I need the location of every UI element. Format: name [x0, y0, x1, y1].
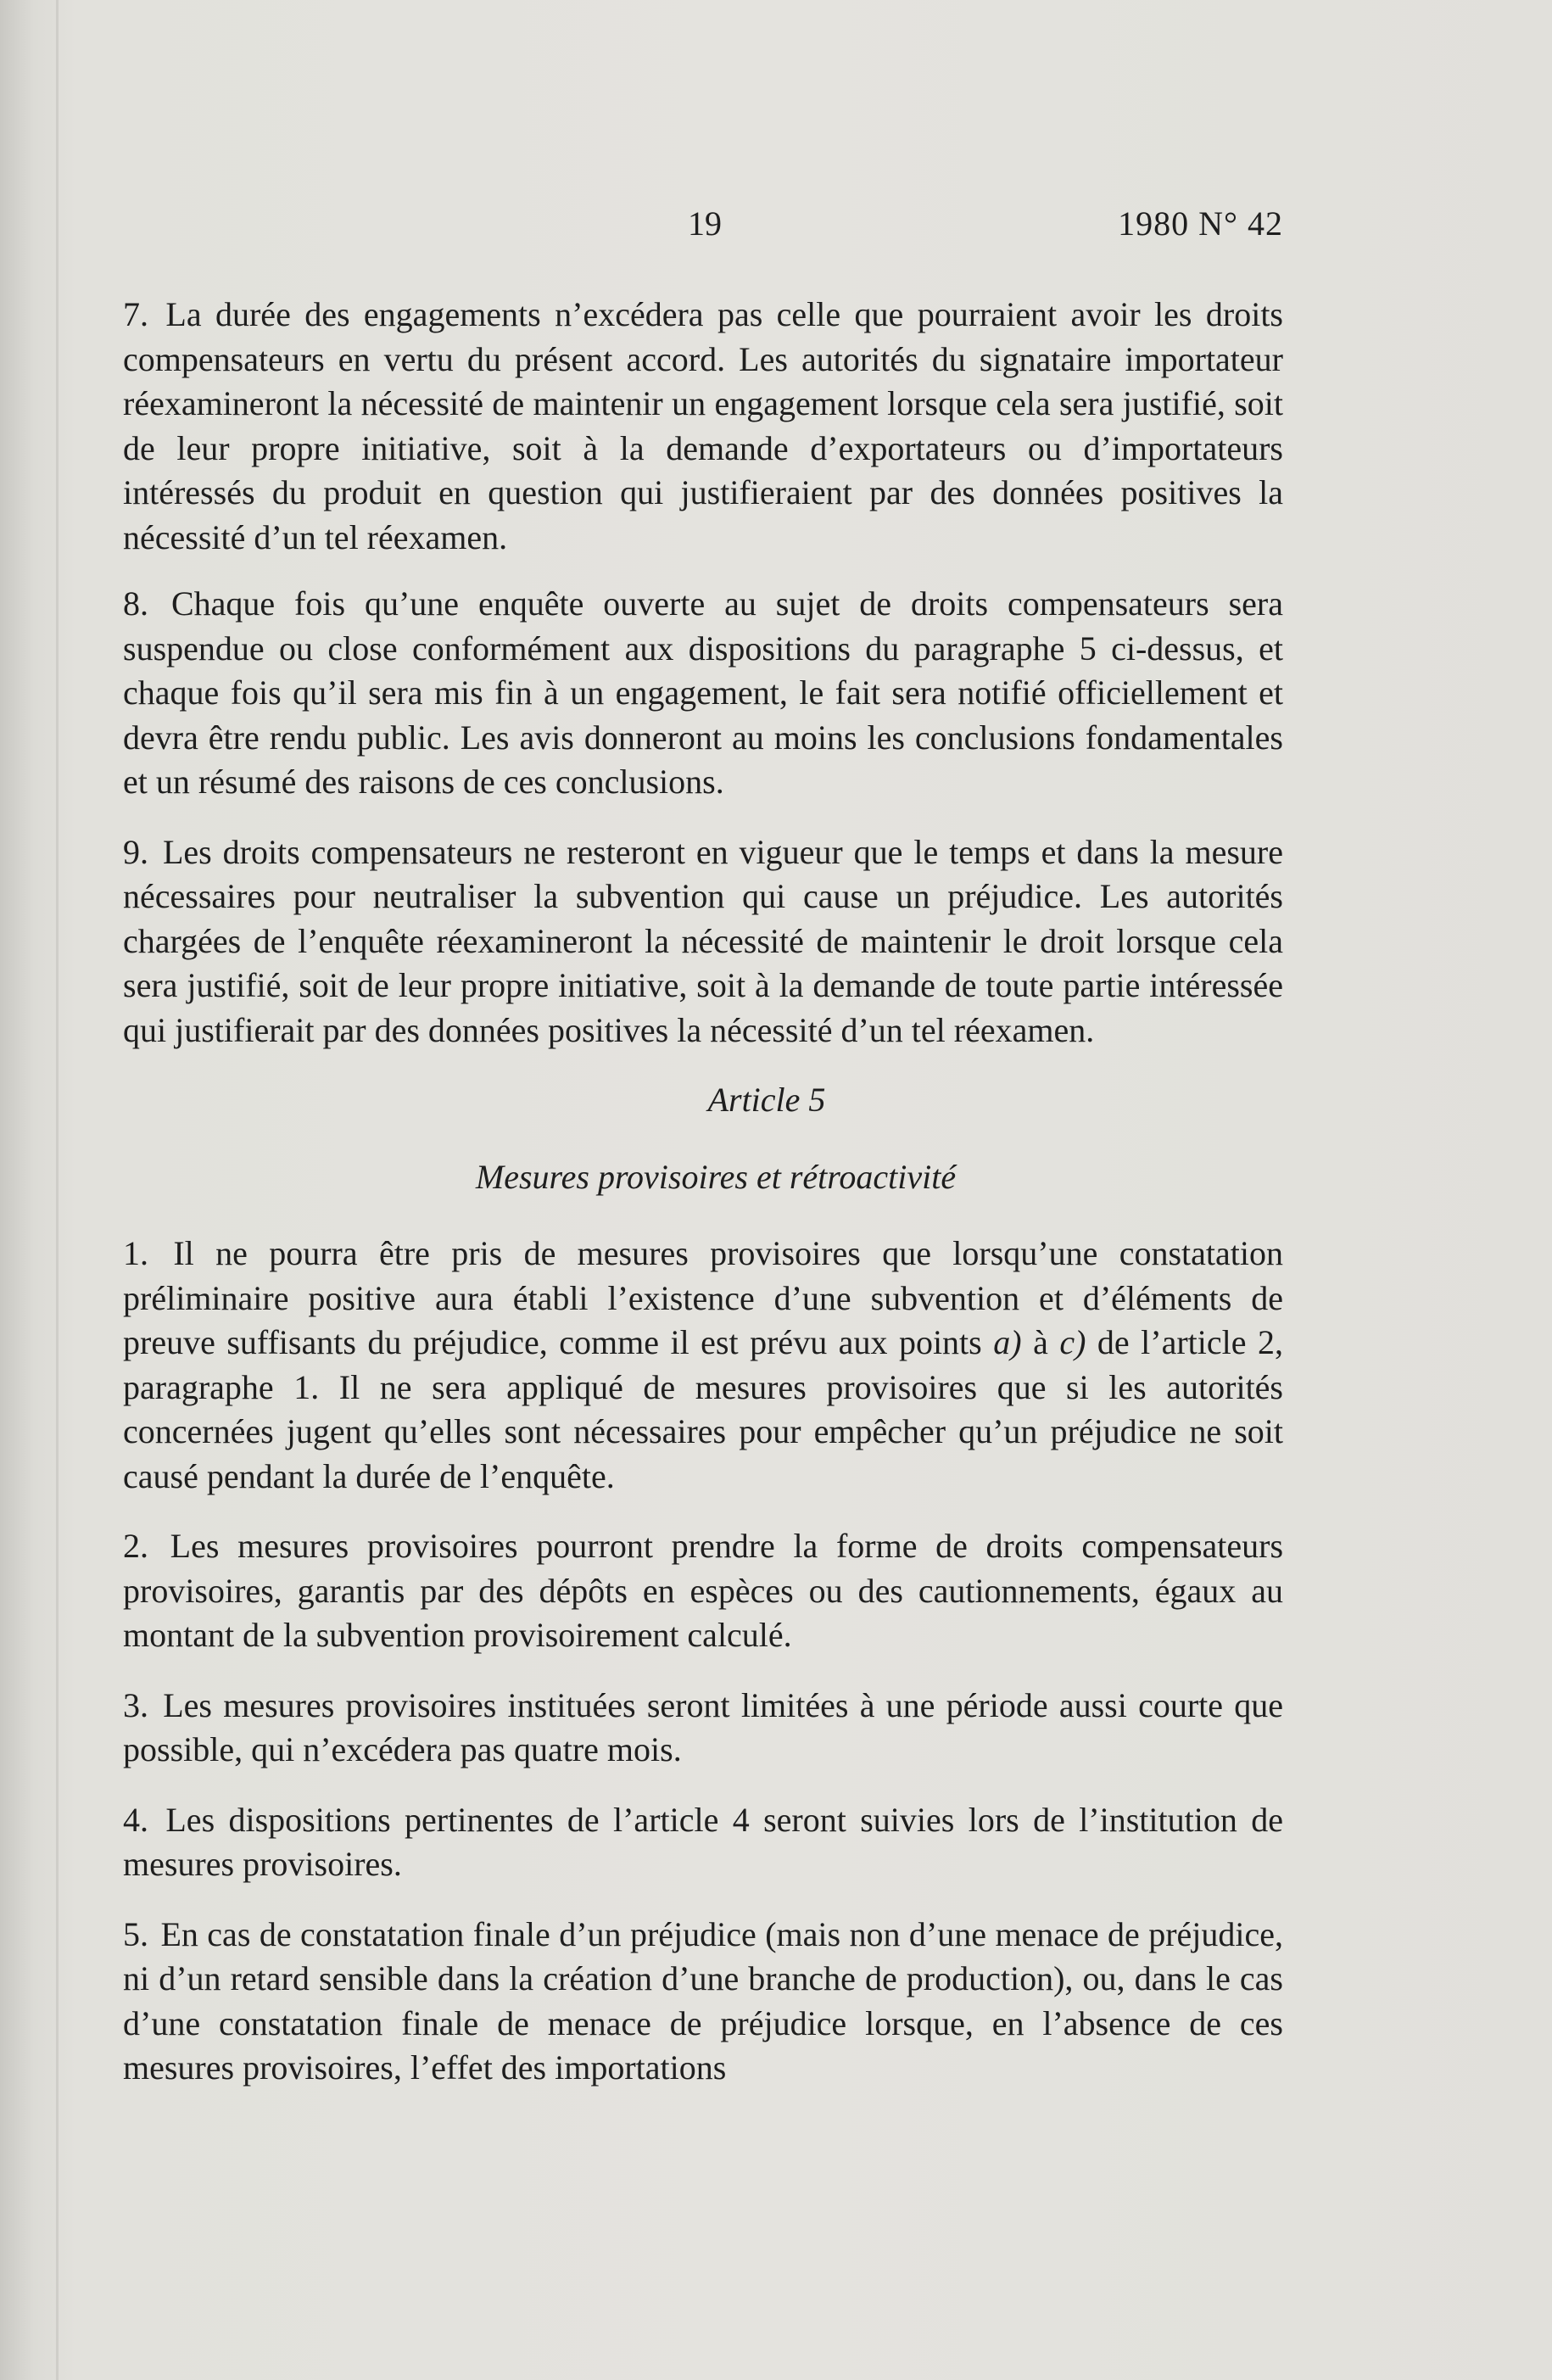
article-paragraph-1 — [123, 1232, 1283, 1499]
article-heading: Article 5 — [707, 1081, 826, 1119]
paragraph-number: 5. — [123, 1914, 148, 1953]
article-paragraph-4 — [123, 1798, 1283, 1887]
paragraph-text: Chaque fois qu’une enquête ouverte au sujet de droits compensateurs sera suspendue ou close conformément aux dispositions du paragraphe 5 ci-dessus, et chaque fois qu’il sera mis fin à un engagement, le fait sera notifié officiellement et devra être rendu public. Les avis donneront au moins les conclusions fondamentales et un résumé des raisons de ces conclusions. — [123, 584, 1284, 801]
paragraph-number: 8. — [123, 584, 148, 623]
article-subtitle: Mesures provisoires et rétroactivité — [475, 1157, 957, 1196]
document-reference: 1980 N° 42 — [1118, 204, 1283, 243]
paragraph-number: 2. — [123, 1527, 148, 1565]
paragraph-number: 4. — [123, 1800, 148, 1839]
paragraph-number: 7. — [123, 295, 148, 333]
paragraph-9 — [123, 830, 1283, 1053]
article-paragraph-3 — [123, 1684, 1283, 1773]
point-reference-c: c) — [1059, 1323, 1086, 1361]
page-body — [123, 293, 1283, 2116]
point-reference-a: a) — [993, 1323, 1022, 1361]
paragraph-number: 9. — [123, 832, 148, 871]
paragraph-8 — [123, 582, 1283, 805]
paragraph-text: Il ne pourra être pris de mesures provisoires que lorsqu’une constatation préliminaire positive aura établi l’existence d’une subvention et d’éléments de preuve suffisants du préjudice, comme il est prévu aux points — [123, 1234, 1283, 1361]
paragraph-text: Les mesures provisoires pourront prendre la forme de droits compensateurs provisoires, garantis par des dépôts en espèces ou des cautionnements, égaux au montant de la subvention provisoirement calculé. — [123, 1527, 1284, 1654]
article-paragraph-2 — [123, 1524, 1283, 1658]
paragraph-text-connector: à — [1033, 1323, 1048, 1361]
page-binding-edge — [56, 0, 59, 2380]
paragraph-number: 1. — [123, 1234, 148, 1272]
paragraph-text: Les droits compensateurs ne resteront en vigueur que le temps et dans la mesure nécessaires pour neutraliser la subvention qui cause un préjudice. Les autorités chargées de l’enquête réexamineront la nécessité de maintenir le droit lorsque cela sera justifié, soit de leur propre initiative, soit à la demande de toute partie intéressée qui justifierait par des données positives la nécessité d’un tel réexamen. — [123, 832, 1283, 1049]
paragraph-number: 3. — [123, 1685, 148, 1724]
article-paragraph-5 — [123, 1913, 1283, 2091]
paragraph-text: Les mesures provisoires instituées seront limitées à une période aussi courte que possible, qui n’excédera pas quatre mois. — [123, 1685, 1283, 1768]
page-header — [123, 204, 1283, 254]
paragraph-text: En cas de constatation finale d’un préjudice (mais non d’une menace de préjudice, ni d’un retard sensible dans la création d’une branche de production), ou, dans le cas d’une constatation finale de menace de préjudice lorsque, en l’absence de ces mesures provisoires, l’effet des importations — [123, 1914, 1284, 2087]
paragraph-text: de l’article 2, paragraphe 1. Il ne sera appliqué de mesures provisoires que si les autorités concernées jugent qu’elles sont nécessaires pour empêcher qu’un préjudice ne soit causé pendant la durée de l’enquête. — [123, 1323, 1284, 1495]
paragraph-7 — [123, 293, 1283, 560]
paragraph-text: Les dispositions pertinentes de l’article 4 seront suivies lors de l’institution de mesures provisoires. — [123, 1800, 1284, 1883]
paragraph-text: La durée des engagements n’excédera pas celle que pourraient avoir les droits compensateurs en vertu du présent accord. Les autorités du signataire importateur réexamineront la nécessité de maintenir un engagement lorsque cela sera justifié, soit de leur propre initiative, soit à la demande d’exportateurs ou d’importateurs intéressés du produit en question qui justifieraient par des données positives la nécessité d’un tel réexamen. — [123, 295, 1284, 556]
page-number: 19 — [688, 204, 722, 243]
